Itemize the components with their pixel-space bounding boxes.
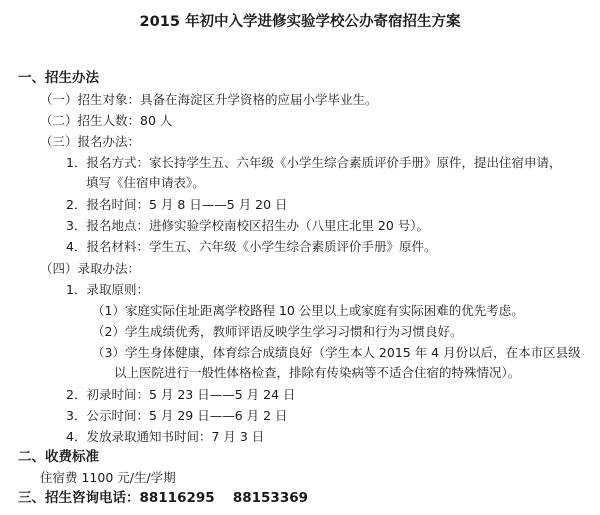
document-title: 2015 年初中入学进修实验学校公办寄宿招生方案 — [139, 14, 461, 30]
principle-distance: （1）家庭实际住址距离学校路程 10 公里以上或家庭有实际困难的优先考虑。 — [92, 303, 524, 318]
publicity-time: 3．公示时间：5 月 29 日——6 月 2 日 — [66, 408, 288, 423]
notice-issue-time: 4．发放录取通知书时间：7 月 3 日 — [66, 429, 265, 444]
registration-method: 1．报名方式：家长持学生五、六年级《小学生综合素质评价手册》原件，提出住宿申请， — [66, 155, 562, 170]
admission-principles-heading: 1．录取原则： — [66, 282, 149, 297]
boarding-fee: 住宿费 1100 元/生/学期 — [40, 470, 176, 485]
section-heading-enrollment-method: 一、招生办法 — [18, 70, 99, 86]
registration-time: 2．报名时间：5 月 8 日——5 月 20 日 — [66, 197, 288, 212]
registration-materials: 4．报名材料：学生五、六年级《小学生综合素质评价手册》原件。 — [66, 239, 437, 254]
admission-heading: （四）录取办法： — [40, 261, 141, 276]
principle-grades: （2）学生成绩优秀，教师评语反映学生学习习惯和行为习惯良好。 — [92, 324, 463, 339]
registration-location: 3．报名地点：进修实验学校南校区招生办（八里庄北里 20 号）。 — [66, 218, 430, 233]
consultation-label: 三、招生咨询电话： — [18, 490, 140, 506]
registration-method-continued: 填写《住宿申请表》。 — [86, 175, 205, 190]
principle-health: （3）学生身体健康，体育综合成绩良好（学生本人 2015 年 4 月份以后，在本市区县级 — [92, 345, 581, 360]
section-heading-consultation — [18, 490, 308, 506]
initial-admission-time: 2．初录时间：5 月 23 日——5 月 24 日 — [66, 387, 296, 402]
principle-health-continued: 以上医院进行一般性体格检查，排除有传染病等不适合住宿的特殊情况）。 — [114, 365, 521, 380]
enrollment-count: （二）招生人数：80 人 — [40, 113, 173, 128]
section-heading-fees: 二、收费标准 — [18, 449, 99, 465]
registration-heading: （三）报名办法： — [40, 134, 141, 149]
enrollment-target: （一）招生对象：具备在海淀区升学资格的应届小学毕业生。 — [40, 92, 378, 107]
consultation-phones: 88116295 88153369 — [139, 490, 308, 506]
